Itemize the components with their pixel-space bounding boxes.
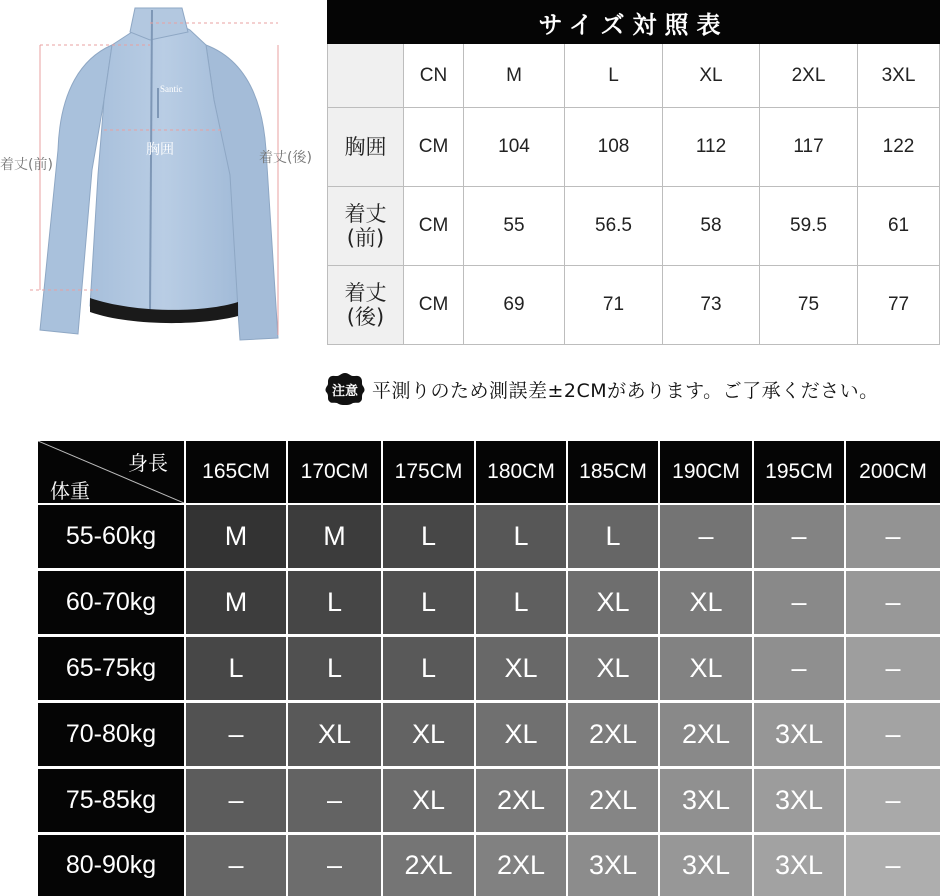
recommended-size-cell: M — [186, 571, 286, 634]
row-label: 着丈 (後) — [328, 266, 404, 345]
size-header: L — [565, 44, 663, 108]
row-unit: CM — [404, 266, 464, 345]
table-cell: 108 — [565, 108, 663, 187]
label-length-front: 着丈(前) — [0, 157, 53, 173]
recommended-size-cell: – — [186, 703, 286, 766]
recommended-size-cell: – — [186, 835, 286, 896]
recommended-size-cell: 2XL — [383, 835, 474, 896]
recommended-size-cell: – — [846, 505, 940, 568]
size-header: 2XL — [760, 44, 858, 108]
height-header: 190CM — [660, 441, 752, 503]
recommended-size-cell: 3XL — [754, 703, 844, 766]
recommended-size-cell: – — [288, 769, 381, 832]
recommended-size-cell: XL — [568, 637, 658, 700]
recommended-size-cell: XL — [288, 703, 381, 766]
recommended-size-cell: 3XL — [660, 835, 752, 896]
size-header: M — [464, 44, 565, 108]
recommended-size-cell: 2XL — [476, 835, 566, 896]
weight-row-header: 55-60kg — [38, 505, 184, 568]
table-row — [328, 266, 940, 345]
table-cell: 58 — [663, 187, 760, 266]
row-unit: CM — [404, 187, 464, 266]
recommended-size-cell: XL — [476, 703, 566, 766]
recommended-size-cell: – — [754, 571, 844, 634]
row-label: 着丈 (前) — [328, 187, 404, 266]
weight-row-header: 75-85kg — [38, 769, 184, 832]
note-badge-label: 注意 — [331, 383, 358, 399]
recommended-size-cell: – — [754, 505, 844, 568]
recommended-size-cell: L — [568, 505, 658, 568]
recommended-size-cell: – — [660, 505, 752, 568]
recommended-size-cell: – — [846, 703, 940, 766]
recommended-size-cell: – — [846, 571, 940, 634]
recommended-size-cell: XL — [383, 703, 474, 766]
label-chest: 胸囲 — [146, 142, 174, 158]
recommended-size-cell: L — [476, 505, 566, 568]
jersey-brand: Santic — [160, 84, 183, 94]
recommended-size-cell: – — [288, 835, 381, 896]
weight-row-header: 80-90kg — [38, 835, 184, 896]
jersey-image — [0, 0, 330, 350]
recommended-size-cell: L — [186, 637, 286, 700]
table-cell: 75 — [760, 266, 858, 345]
size-recommendation-grid — [38, 441, 940, 896]
weight-row-header: 60-70kg — [38, 571, 184, 634]
size-table — [327, 0, 940, 345]
recommended-size-cell: XL — [476, 637, 566, 700]
table-row — [328, 108, 940, 187]
weight-row-header: 65-75kg — [38, 637, 184, 700]
table-cell: 112 — [663, 108, 760, 187]
table-cell: 55 — [464, 187, 565, 266]
height-header: 175CM — [383, 441, 474, 503]
recommended-size-cell: XL — [660, 571, 752, 634]
table-row — [328, 187, 940, 266]
height-header: 195CM — [754, 441, 844, 503]
note-badge — [324, 372, 366, 406]
note — [324, 372, 879, 406]
size-table-title: サイズ対照表 — [328, 1, 940, 44]
recommended-size-cell: L — [383, 505, 474, 568]
recommended-size-cell: XL — [660, 637, 752, 700]
corner-cell — [328, 44, 404, 108]
recommended-size-cell: 2XL — [568, 703, 658, 766]
table-cell: 104 — [464, 108, 565, 187]
row-label: 胸囲 — [328, 108, 404, 187]
recommended-size-cell: – — [846, 769, 940, 832]
row-unit: CM — [404, 108, 464, 187]
label-length-back: 着丈(後) — [259, 150, 312, 166]
table-cell: 71 — [565, 266, 663, 345]
recommended-size-cell: – — [846, 637, 940, 700]
height-header: 170CM — [288, 441, 381, 503]
size-header: 3XL — [858, 44, 940, 108]
weight-row-header: 70-80kg — [38, 703, 184, 766]
note-text: 平測りのため測誤差±2CMがあります。ご了承ください。 — [372, 379, 879, 402]
table-cell: 77 — [858, 266, 940, 345]
recommended-size-cell: XL — [383, 769, 474, 832]
recommended-size-cell: – — [846, 835, 940, 896]
table-cell: 59.5 — [760, 187, 858, 266]
recommended-size-cell: 3XL — [754, 835, 844, 896]
recommended-size-cell: M — [288, 505, 381, 568]
recommended-size-cell: 2XL — [660, 703, 752, 766]
recommended-size-cell: M — [186, 505, 286, 568]
size-table-header-row — [328, 44, 940, 108]
table-cell: 117 — [760, 108, 858, 187]
height-header: 200CM — [846, 441, 940, 503]
table-cell: 69 — [464, 266, 565, 345]
height-header: 185CM — [568, 441, 658, 503]
table-cell: 56.5 — [565, 187, 663, 266]
corner-height-label: 身長 — [128, 451, 168, 475]
recommended-size-cell: 2XL — [568, 769, 658, 832]
recommended-size-cell: L — [288, 571, 381, 634]
recommended-size-cell: – — [754, 637, 844, 700]
recommended-size-cell: 3XL — [754, 769, 844, 832]
height-header: 180CM — [476, 441, 566, 503]
corner-weight-label: 体重 — [50, 479, 90, 503]
recommended-size-cell: L — [383, 571, 474, 634]
recommended-size-cell: – — [186, 769, 286, 832]
recommended-size-cell: 3XL — [660, 769, 752, 832]
recommended-size-cell: XL — [568, 571, 658, 634]
table-cell: 122 — [858, 108, 940, 187]
height-header: 165CM — [186, 441, 286, 503]
recommended-size-cell: L — [288, 637, 381, 700]
jersey-illustration — [0, 0, 330, 350]
recommended-size-cell: 2XL — [476, 769, 566, 832]
size-header: XL — [663, 44, 760, 108]
unit-header: CN — [404, 44, 464, 108]
table-cell: 61 — [858, 187, 940, 266]
grid-corner — [38, 441, 184, 503]
recommended-size-cell: L — [476, 571, 566, 634]
recommended-size-cell: L — [383, 637, 474, 700]
recommended-size-cell: 3XL — [568, 835, 658, 896]
table-cell: 73 — [663, 266, 760, 345]
